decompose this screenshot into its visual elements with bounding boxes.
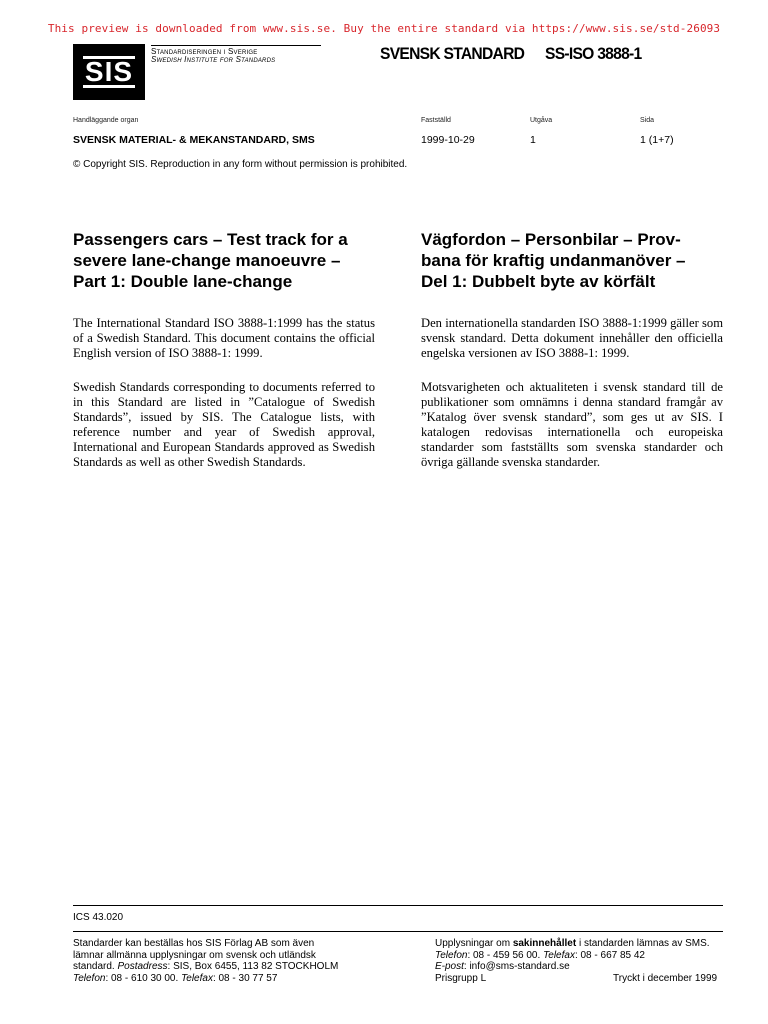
swedish-title-line: Del 1: Dubbelt byte av körfält bbox=[421, 272, 656, 291]
english-paragraph-1: The International Standard ISO 3888-1:1999 has the status of a Swedish Standard. This document contains the official English version of ISO 3888-1: 1999. bbox=[73, 316, 375, 360]
footer-right-price bbox=[435, 973, 725, 985]
standard-number: SS-ISO 3888-1 bbox=[545, 44, 642, 63]
english-title-line: severe lane-change manoeuvre – bbox=[73, 251, 341, 270]
english-title-line: Passengers cars – Test track for a bbox=[73, 230, 348, 249]
edition-value: 1 bbox=[530, 134, 536, 146]
edition-label: Utgåva bbox=[530, 117, 553, 124]
page-label: Sida bbox=[640, 117, 655, 124]
footer-left-address: standard. Postadress: SIS, Box 6455, 113 82 STOCKHOLM bbox=[73, 961, 339, 972]
established-label: Fastställd bbox=[421, 117, 451, 124]
footer-left-phone: Telefon: 08 - 610 30 00. Telefax: 08 - 30 77 57 bbox=[73, 972, 278, 984]
printed-date: Tryckt i december 1999 bbox=[613, 972, 718, 984]
swedish-title-line: bana för kraftig undanmanöver – bbox=[421, 251, 686, 270]
english-title bbox=[73, 229, 373, 292]
sis-logo-text: SIS bbox=[84, 56, 134, 87]
footer-left-line: Standarder kan beställas hos SIS Förlag AB som även bbox=[73, 938, 315, 949]
footer-right-info: Upplysningar om sakinnehållet i standarden lämnas av SMS. bbox=[435, 938, 710, 949]
price-group: Prisgrupp L bbox=[435, 972, 487, 984]
preview-banner[interactable]: This preview is downloaded from www.sis.se. Buy the entire standard via https://www.sis.se/std-26093 bbox=[47, 22, 721, 35]
organization-name-en: Swedish Institute for Standards bbox=[151, 55, 276, 64]
footer-divider-top bbox=[73, 905, 723, 906]
swedish-paragraph-2: Motsvarigheten och aktualiteten i svensk standard till de publikationer som omnämns i denna standard framgår av ”Katalog över svensk standard”, som ges ut av SIS. I katalogen redovisas internationella och europeiska standarder som fastställts som svenska standarder och övriga gällande svenska standarder. bbox=[421, 380, 723, 469]
footer-divider-bottom bbox=[73, 931, 723, 932]
swedish-paragraph-1: Den internationella standarden ISO 3888-1:1999 gäller som svensk standard. Detta dokument innehåller den officiella engelska versionen av ISO 3888-1: 1999. bbox=[421, 316, 723, 360]
swedish-title-line: Vägfordon – Personbilar – Prov- bbox=[421, 230, 681, 249]
standard-label: SVENSK STANDARD bbox=[380, 44, 525, 63]
handling-body-label: Handläggande organ bbox=[73, 117, 139, 124]
english-paragraph-2: Swedish Standards corresponding to documents referred to in this Standard are listed in ”Catalogue of Swedish Standards”, issued by SIS. The Catalogue lists, with reference number and year of Swedish approval, International and European Standards approved as Swedish Standards as well as other Swedish Standards. bbox=[73, 380, 375, 469]
page-value: 1 (1+7) bbox=[640, 134, 674, 146]
established-value: 1999-10-29 bbox=[421, 134, 475, 146]
organization-name-sv: Standardiseringen i Sverige bbox=[151, 45, 321, 56]
footer-ordering-info bbox=[73, 938, 373, 984]
handling-body-value: SVENSK MATERIAL- & MEKANSTANDARD, SMS bbox=[73, 134, 315, 146]
copyright-notice: © Copyright SIS. Reproduction in any form without permission is prohibited. bbox=[73, 159, 408, 170]
english-title-line: Part 1: Double lane-change bbox=[73, 272, 293, 291]
sis-logo bbox=[73, 44, 145, 100]
footer-left-line: lämnar allmänna upplysningar om svensk och utländsk bbox=[73, 949, 316, 961]
ics-code: ICS 43.020 bbox=[73, 912, 124, 923]
footer-right-email: E-post: info@sms-standard.se bbox=[435, 961, 570, 972]
footer-contact-info bbox=[435, 938, 725, 984]
footer-right-phone: Telefon: 08 - 459 56 00. Telefax: 08 - 667 85 42 bbox=[435, 949, 645, 961]
swedish-title bbox=[421, 229, 721, 292]
